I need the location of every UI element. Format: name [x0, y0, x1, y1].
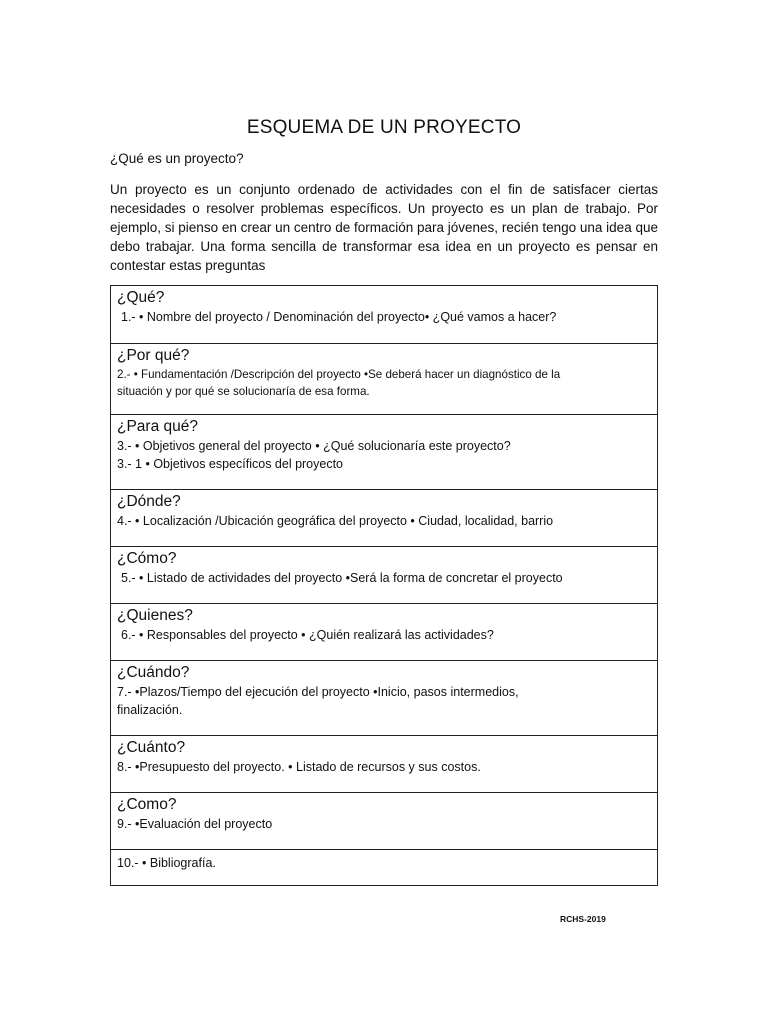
- row-text: 1.- • Nombre del proyecto / Denominación del proyecto• ¿Qué vamos a hacer?: [121, 310, 557, 324]
- table-row-cuando: [111, 661, 658, 736]
- table-row-como: [111, 547, 658, 604]
- table-row-como-evaluacion: [111, 793, 658, 850]
- row-text: 5.- • Listado de actividades del proyecto •Será la forma de concretar el proyecto: [121, 571, 563, 585]
- row-heading: ¿Para qué?: [117, 418, 198, 435]
- row-heading: ¿Cuándo?: [117, 664, 190, 681]
- table-cell: [111, 850, 658, 886]
- row-text: 7.- •Plazos/Tiempo del ejecución del proyecto •Inicio, pasos intermedios,: [117, 685, 519, 699]
- row-text: 8.- •Presupuesto del proyecto. • Listado de recursos y sus costos.: [117, 760, 481, 774]
- row-heading: ¿Qué?: [117, 289, 165, 306]
- table-cell: [111, 604, 658, 661]
- table-cell: [111, 286, 658, 344]
- footer-code: RCHS-2019: [560, 914, 606, 924]
- table-cell: [111, 736, 658, 793]
- row-text: 2.- • Fundamentación /Descripción del proyecto •Se deberá hacer un diagnóstico de la: [117, 368, 561, 381]
- table-cell: [111, 547, 658, 604]
- row-text: 10.- • Bibliografía.: [117, 856, 216, 870]
- row-heading: ¿Por qué?: [117, 347, 190, 364]
- row-text: finalización.: [117, 703, 183, 717]
- table-cell: [111, 490, 658, 547]
- row-heading: ¿Cómo?: [117, 550, 177, 567]
- intro-paragraph: Un proyecto es un conjunto ordenado de actividades con el fin de satisfacer ciertas necesidades o resolver problemas específicos. Un proyecto es un plan de trabajo. Por ejemplo, si pienso en crear un centro de formación para jóvenes, recién tengo una idea que debo trabajar. Una forma sencilla de transformar esa idea en un proyecto es pensar en contestar estas preguntas: [110, 182, 658, 273]
- project-scheme-table: [110, 285, 658, 886]
- row-text: 3.- 1 • Objetivos específicos del proyecto: [117, 457, 344, 471]
- row-text: 4.- • Localización /Ubicación geográfica del proyecto • Ciudad, localidad, barrio: [117, 514, 554, 528]
- table-cell: [111, 344, 658, 415]
- row-heading: ¿Dónde?: [117, 493, 181, 510]
- table-row-bibliografia: [111, 850, 658, 886]
- row-text: 3.- • Objetivos general del proyecto • ¿Qué solucionaría este proyecto?: [117, 439, 511, 453]
- table-row-por-que: [111, 344, 658, 415]
- table-row-que: [111, 286, 658, 344]
- table-row-cuanto: [111, 736, 658, 793]
- row-heading: ¿Quienes?: [117, 607, 193, 624]
- table-row-para-que: [111, 415, 658, 490]
- intro-question: ¿Qué es un proyecto?: [110, 151, 244, 166]
- table-cell: [111, 661, 658, 736]
- row-text: situación y por qué se solucionaría de esa forma.: [117, 385, 370, 398]
- table-row-donde: [111, 490, 658, 547]
- row-heading: ¿Como?: [117, 796, 177, 813]
- page-title: ESQUEMA DE UN PROYECTO: [246, 117, 522, 138]
- row-heading: ¿Cuánto?: [117, 739, 186, 756]
- table-row-quienes: [111, 604, 658, 661]
- row-text: 6.- • Responsables del proyecto • ¿Quién realizará las actividades?: [121, 628, 494, 642]
- table-cell: [111, 415, 658, 490]
- row-text: 9.- •Evaluación del proyecto: [117, 817, 273, 831]
- table-cell: [111, 793, 658, 850]
